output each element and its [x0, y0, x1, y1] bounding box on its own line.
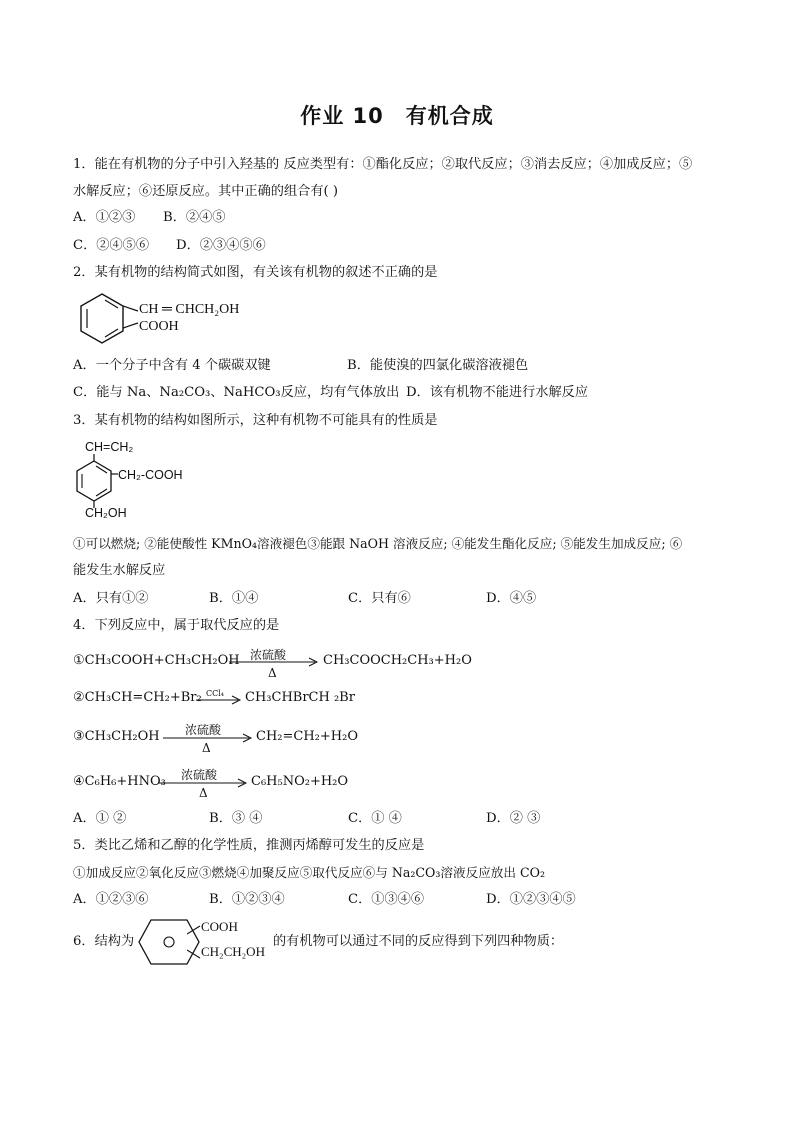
q3-substituent-top: CH=CH₂ — [85, 440, 134, 454]
q1-option-c: C．②④⑤⑥ — [73, 238, 150, 253]
q2-option-c: C．能与 Na、Na₂CO₃、NaHCO₃反应，均有气体放出 — [73, 385, 400, 400]
q3-properties-line2: 能发生水解反应 — [73, 563, 166, 578]
q4-reaction-1-condition: 浓硫酸 — [250, 648, 287, 662]
q4-reaction-1-right: CH₃COOCH₂CH₃+H₂O — [323, 653, 472, 668]
q4-reaction-3-heat: Δ — [202, 741, 211, 755]
q3-properties-line1: ①可以燃烧; ②能使酸性 KMnO₄溶液褪色③能跟 NaOH 溶液反应; ④能发生酯化反应; ⑤能发生加成反应; ⑥ — [73, 536, 683, 551]
q3-stem: 3．某有机物的结构如图所示，这种有机物不可能具有的性质是 — [73, 413, 438, 428]
q4-reaction-2-arrow — [196, 694, 244, 706]
q4-option-d: D．② ③ — [486, 811, 541, 826]
q1-stem-line2: 水解反应；⑥还原反应。其中正确的组合有( ) — [73, 184, 339, 199]
q1-option-a: A．①②③ — [73, 210, 136, 225]
q6-substituent-top: COOH — [201, 919, 238, 934]
q4-reaction-4-right: C₆H₅NO₂+H₂O — [251, 774, 349, 789]
q5-option-b: B．①②③④ — [209, 892, 285, 907]
q4-option-b: B．③ ④ — [209, 811, 263, 826]
q5-option-a: A．①②③⑥ — [73, 892, 149, 907]
q4-reaction-4-condition: 浓硫酸 — [181, 768, 218, 782]
q4-options — [73, 810, 540, 828]
q2-options-row2 — [73, 384, 588, 402]
q4-reaction-3-left: ③CH₃CH₂OH — [73, 729, 160, 744]
q1-options-row2 — [73, 237, 266, 255]
q4-reaction-2-condition: CCl₄ — [206, 689, 225, 698]
q3-benzene-ring — [72, 454, 120, 510]
q1-stem-line1: 1．能在有机物的分子中引入羟基的 反应类型有：①酯化反应；②取代反应；③消去反应；④加成反应；⑤ — [73, 157, 693, 172]
q6-substituent-bottom: CH₂CH₂OH — [201, 944, 265, 959]
q1-options-row1 — [73, 209, 225, 227]
q4-reaction-3-right: CH₂=CH₂+H₂O — [256, 729, 358, 744]
q4-option-a: A．① ② — [73, 811, 127, 826]
q4-reaction-2-right: CH₃CHBrCH ₂Br — [245, 690, 355, 705]
q5-option-d: D．①②③④⑤ — [486, 892, 576, 907]
q2-option-d: D．该有机物不能进行水解反应 — [406, 385, 589, 400]
q1-option-d: D．②③④⑤⑥ — [176, 238, 266, 253]
q4-reaction-4-heat: Δ — [199, 786, 208, 800]
q3-option-a: A．只有①② — [73, 591, 149, 606]
page-title — [0, 100, 794, 130]
q2-options-row1 — [73, 357, 528, 375]
q4-reaction-4-left: ④C₆H₆+HNO₃ — [73, 774, 166, 789]
q2-substituent-bottom: COOH — [139, 319, 179, 334]
q3-options — [73, 590, 536, 608]
q2-option-b: B．能使溴的四氯化碳溶液褪色 — [347, 358, 529, 373]
q6-suffix: 的有机物可以通过不同的反应得到下列四种物质： — [273, 934, 564, 949]
q4-reaction-3-condition: 浓硫酸 — [185, 723, 222, 737]
q1-option-b: B．②④⑤ — [163, 210, 226, 225]
q4-option-c: C．① ④ — [348, 811, 402, 826]
q6-prefix: 6．结构为 — [73, 934, 135, 949]
q5-stem: 5．类比乙烯和乙醇的化学性质，推测丙烯醇可发生的反应是 — [73, 838, 425, 853]
q2-substituent-top: CH ═ CHCH₂OH — [139, 302, 240, 317]
q2-option-a: A．一个分子中含有 4 个碳碳双键 — [73, 358, 271, 373]
q5-properties: ①加成反应②氧化反应③燃烧④加聚反应⑤取代反应⑥与 Na₂CO₃溶液反应放出 CO₂ — [73, 865, 546, 880]
q3-substituent-bottom: CH₂OH — [85, 506, 127, 520]
q3-option-c: C．只有⑥ — [348, 591, 411, 606]
q4-reaction-1-left: ①CH₃COOH+CH₃CH₂OH — [73, 653, 240, 668]
title-main: 有机合成 — [405, 104, 494, 128]
q2-stem: 2．某有机物的结构简式如图，有关该有机物的叙述不正确的是 — [73, 265, 438, 280]
q2-benzene-ring — [78, 291, 128, 347]
q4-reaction-1-heat: Δ — [268, 666, 277, 680]
q5-option-c: C．①③④⑥ — [348, 892, 425, 907]
q4-stem: 4．下列反应中，属于取代反应的是 — [73, 618, 280, 633]
q3-option-b: B．①④ — [209, 591, 259, 606]
q3-option-d: D．④⑤ — [486, 591, 537, 606]
q4-reaction-2-left: ②CH₃CH=CH₂+Br₂ — [73, 690, 202, 705]
q3-substituent-side: CH₂-COOH — [118, 468, 183, 482]
title-prefix: 作业 10 — [300, 104, 384, 128]
q5-options — [73, 891, 576, 909]
